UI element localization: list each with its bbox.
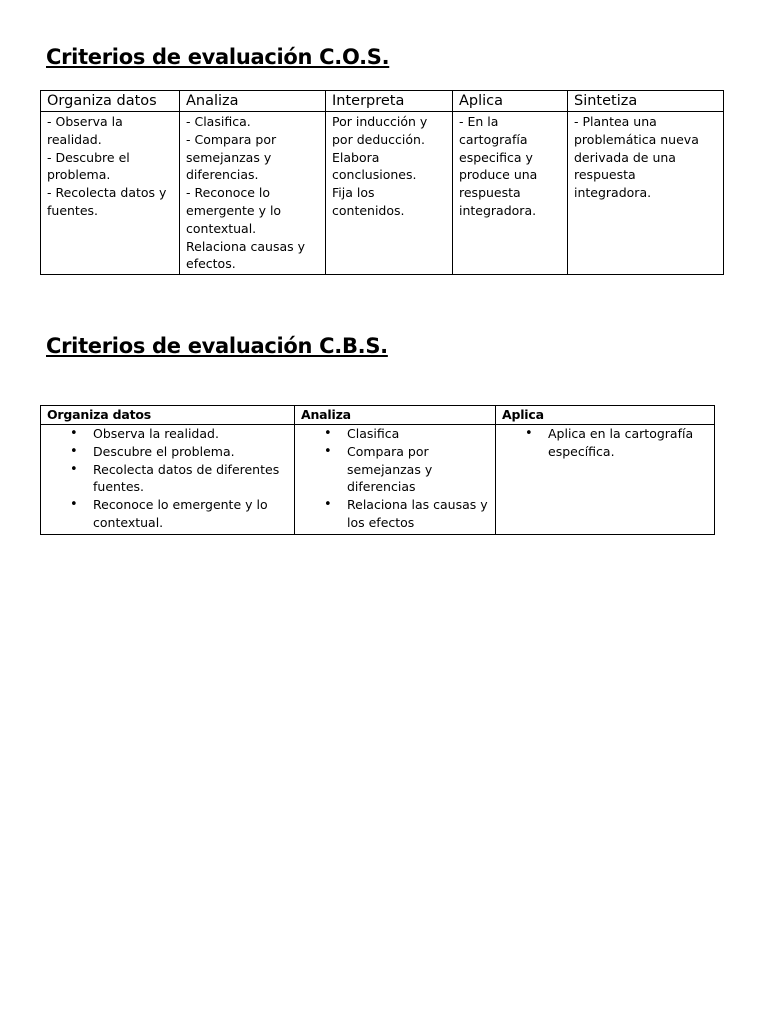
cos-line: - Plantea una bbox=[574, 114, 657, 129]
cbs-header-organiza: Organiza datos bbox=[41, 406, 295, 425]
cos-cell-interpreta bbox=[326, 112, 453, 275]
bullet-item: • Reconoce lo emergente y lo contextual. bbox=[41, 496, 290, 532]
cos-line: Relaciona causas y bbox=[186, 238, 306, 254]
cbs-table bbox=[40, 405, 715, 535]
cos-line: Elabora bbox=[332, 149, 380, 165]
cos-header-row bbox=[41, 91, 724, 112]
cos-line: diferencias. bbox=[186, 167, 259, 183]
cos-line: Por inducción y bbox=[332, 114, 428, 129]
cbs-title: Criterios de evaluación C.B.S. bbox=[46, 334, 388, 358]
cbs-header-analiza: Analiza bbox=[295, 406, 496, 425]
cos-line: derivada de una bbox=[574, 149, 676, 165]
cbs-body-row bbox=[41, 425, 715, 535]
cbs-cell-aplica bbox=[496, 425, 715, 535]
cos-line: conclusiones. bbox=[332, 167, 417, 183]
cbs-cell-organiza bbox=[41, 425, 295, 535]
cos-title: Criterios de evaluación C.O.S. bbox=[46, 45, 390, 69]
bullet-item: • Descubre el problema. bbox=[41, 443, 290, 461]
cos-line: - Descubre el bbox=[47, 149, 130, 165]
bullet-item: • Recolecta datos de diferentes fuentes. bbox=[41, 461, 290, 497]
cos-header-aplica: Aplica bbox=[453, 91, 568, 112]
cbs-cell-analiza bbox=[295, 425, 496, 535]
cos-header-analiza: Analiza bbox=[180, 91, 326, 112]
cos-header-sintetiza: Sintetiza bbox=[568, 91, 724, 112]
cos-line: - Observa la bbox=[47, 114, 123, 129]
cos-line: - Recolecta datos y bbox=[47, 185, 167, 201]
bullet-item: • Observa la realidad. bbox=[41, 425, 290, 443]
bullet-item: • Compara por semejanzas y diferencias bbox=[295, 443, 491, 496]
cos-line: contextual. bbox=[186, 220, 257, 236]
cos-line: realidad. bbox=[47, 131, 102, 147]
cos-line: fuentes. bbox=[47, 202, 99, 218]
bullet-item: • Aplica en la cartografía específica. bbox=[496, 425, 710, 461]
cos-line: integradora. bbox=[574, 185, 652, 201]
cos-line: - Reconoce lo bbox=[186, 185, 271, 201]
cbs-bullet-list bbox=[496, 425, 710, 461]
cos-header-organiza: Organiza datos bbox=[41, 91, 180, 112]
cbs-header-row bbox=[41, 406, 715, 425]
cos-line: respuesta bbox=[574, 167, 636, 183]
bullet-item: • Clasifica bbox=[295, 425, 491, 443]
cos-cell-aplica bbox=[453, 112, 568, 275]
cos-line: problemática nueva bbox=[574, 131, 699, 147]
cos-line: semejanzas y bbox=[186, 149, 272, 165]
cos-line: por deducción. bbox=[332, 131, 425, 147]
cos-line: cartografía bbox=[459, 131, 528, 147]
cos-line: - En la bbox=[459, 114, 499, 129]
cos-table bbox=[40, 90, 724, 275]
cos-line: Fija los bbox=[332, 185, 375, 201]
cos-line: - Compara por bbox=[186, 131, 277, 147]
cos-line: - Clasifica. bbox=[186, 114, 251, 129]
cos-cell-organiza bbox=[41, 112, 180, 275]
cbs-bullet-list bbox=[295, 425, 491, 532]
bullet-item: • Relaciona las causas y los efectos bbox=[295, 496, 491, 532]
cos-line: emergente y lo bbox=[186, 202, 282, 218]
cos-line: produce una bbox=[459, 167, 538, 183]
cos-cell-analiza bbox=[180, 112, 326, 275]
cos-line: efectos. bbox=[186, 256, 236, 272]
cbs-bullet-list bbox=[41, 425, 290, 532]
cos-header-interpreta: Interpreta bbox=[326, 91, 453, 112]
cos-cell-sintetiza bbox=[568, 112, 724, 275]
cos-body-row bbox=[41, 112, 724, 275]
cos-line: problema. bbox=[47, 167, 111, 183]
cos-line: integradora. bbox=[459, 202, 537, 218]
cos-line: contenidos. bbox=[332, 202, 405, 218]
cbs-header-aplica: Aplica bbox=[496, 406, 715, 425]
cos-line: respuesta bbox=[459, 185, 521, 201]
cos-line: especifica y bbox=[459, 149, 533, 165]
